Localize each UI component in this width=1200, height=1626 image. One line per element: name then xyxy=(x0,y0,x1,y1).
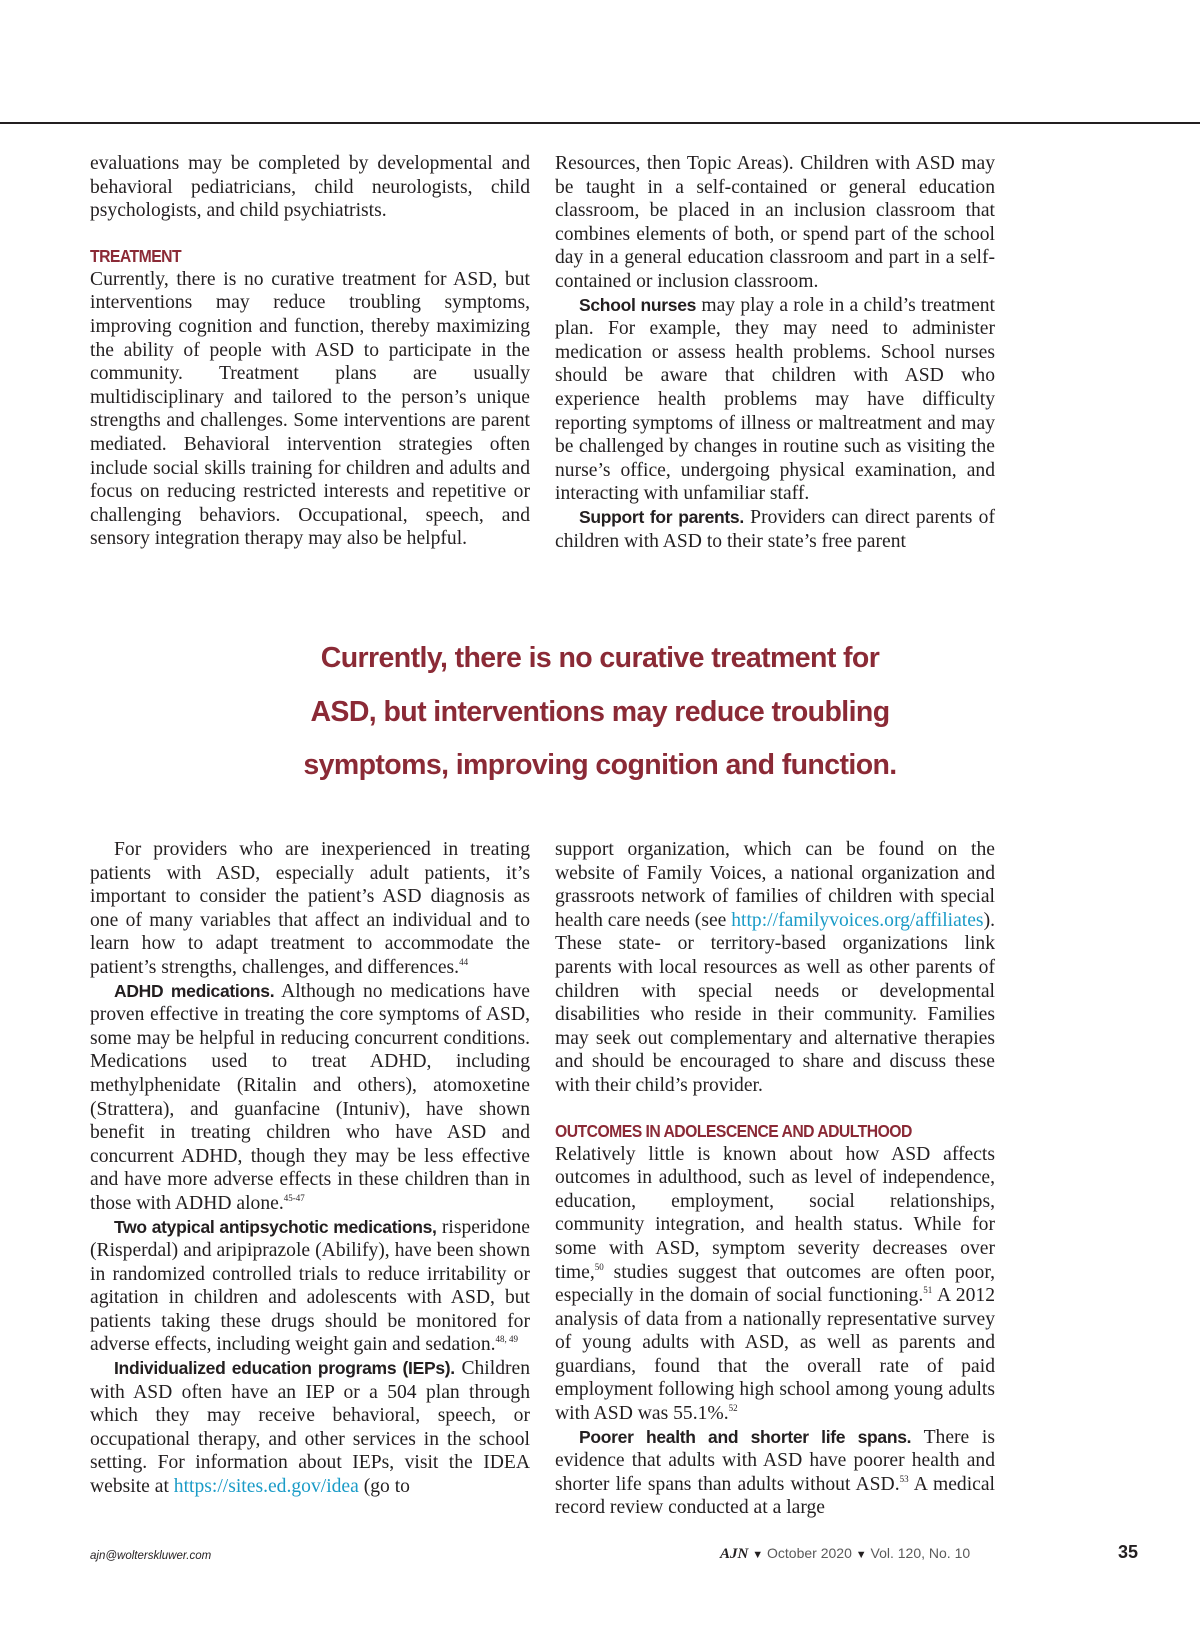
paragraph: Currently, there is no curative treatment for ASD, but interventions may reduce troubling symptoms, improving cognition and function, thereby maximizing the ability of people with ASD to participate in the community. Treatment plans are usually multidisciplinary and tailored to the person’s unique strengths and challenges. Some interventions are parent mediated. Behavioral intervention strategies often include social skills training for children and adults and focus on reducing restricted interests and repetitive or challenging behaviors. Occupational, speech, and sensory integration therapy may also be helpful. xyxy=(90,268,530,550)
page-number: 35 xyxy=(1118,1542,1139,1562)
paragraph xyxy=(555,506,995,553)
footer-journal-info xyxy=(720,1545,970,1563)
paragraph xyxy=(555,838,995,1098)
run-in-heading: ADHD medications. xyxy=(114,980,275,1001)
volume-info: Vol. 120, No. 10 xyxy=(870,1545,971,1561)
triangle-icon: ▼ xyxy=(855,1549,867,1561)
reference-superscript: 53 xyxy=(899,1473,909,1484)
section-heading-treatment: TREATMENT xyxy=(90,245,182,266)
column-1-top xyxy=(90,152,530,551)
paragraph-text: support organization, which can be found on the website of Family Voices, a national organization and grassroots network of families of children with special health care needs (see xyxy=(555,839,995,931)
paragraph-text: Providers can direct parents of children with ASD to their state’s free parent xyxy=(555,506,995,552)
paragraph xyxy=(555,1426,995,1520)
column-2-top xyxy=(555,152,995,553)
run-in-heading: Two atypical antipsychotic medications, xyxy=(114,1216,437,1237)
header-rule xyxy=(0,122,1200,124)
reference-superscript: 45-47 xyxy=(283,1192,305,1203)
column-2-bottom xyxy=(555,838,995,1520)
issue-date: October 2020 xyxy=(767,1545,852,1561)
pull-quote-line: symptoms, improving cognition and function. xyxy=(303,749,897,781)
family-voices-link[interactable]: http://familyvoices.org/affiliates xyxy=(731,909,984,931)
pull-quote xyxy=(180,632,1020,793)
paragraph xyxy=(90,980,530,1216)
idea-website-link[interactable]: https://sites.ed.gov/idea xyxy=(173,1476,359,1498)
paragraph-text: There is evidence that adults with ASD have poorer health and shorter life spans than adults without ASD. xyxy=(555,1426,996,1495)
column-1-bottom xyxy=(90,838,530,1499)
reference-superscript: 44 xyxy=(459,956,469,967)
paragraph-text: Children with ASD often have an IEP or a 504 plan through which they may receive behavioral, speech, or occupational therapy, and other services in the school setting. For information about IEPs, visit the IDEA website at xyxy=(90,1358,531,1498)
reference-superscript: 51 xyxy=(923,1285,933,1296)
paragraph-text: studies suggest that outcomes are often poor, especially in the domain of social functioning. xyxy=(555,1261,995,1307)
paragraph-text: For providers who are inexperienced in treating patients with ASD, especially adult patients, it’s important to consider the patient’s ASD diagnosis as one of many variables that affect an individual and to learn how to adapt treatment to accommodate the patient’s strengths, challenges, and differences. xyxy=(90,839,530,978)
paragraph-text: may play a role in a child’s treatment plan. For example, they may need to administer medication or assess health problems. School nurses should be aware that children with ASD who experience health problems may have difficulty reporting symptoms of illness or maltreatment and may be challenged by changes in routine such as visiting the nurse’s office, undergoing physical examination, and interacting with unfamiliar staff. xyxy=(555,294,996,505)
paragraph xyxy=(90,1216,530,1358)
paragraph xyxy=(555,1143,995,1426)
reference-superscript: 52 xyxy=(728,1403,738,1414)
paragraph xyxy=(90,838,530,980)
pull-quote-line: Currently, there is no curative treatment for xyxy=(320,642,880,674)
journal-name: AJN xyxy=(720,1546,749,1562)
run-in-heading: Support for parents. xyxy=(579,506,744,527)
run-in-heading: Poorer health and shorter life spans. xyxy=(579,1426,912,1447)
triangle-icon: ▼ xyxy=(752,1549,764,1561)
paragraph: evaluations may be completed by developmental and behavioral pediatricians, child neurologists, child psychologists, and child psychiatrists. xyxy=(90,153,530,222)
paragraph-text: A 2012 analysis of data from a nationally representative survey of young adults with ASD, as well as parents and guardians, found that the overall rate of paid employment following high school among young adults with ASD was 55.1%. xyxy=(555,1285,995,1425)
paragraph-text: A medical record review conducted at a large xyxy=(555,1473,995,1519)
paragraph xyxy=(555,294,995,506)
paragraph xyxy=(90,1357,530,1499)
reference-superscript: 48, 49 xyxy=(495,1334,519,1345)
paragraph: Resources, then Topic Areas). Children with ASD may be taught in a self-contained or general education classroom, be placed in an inclusion classroom that combines elements of both, or spend part of the school day in a general education classroom and part in a self-contained or inclusion classroom. xyxy=(555,153,995,292)
run-in-heading: Individualized education programs (IEPs). xyxy=(114,1358,455,1379)
paragraph-text: risperidone (Risperdal) and aripiprazole (Abilify), have been shown in randomized controlled trials to reduce irritability or agitation in children and adolescents with ASD, but patients taking these drugs should be monitored for adverse effects, including weight gain and sedation. xyxy=(90,1216,530,1356)
paragraph-text: (go to xyxy=(358,1476,410,1498)
paragraph-text: ). These state- or territory-based organizations link parents with local resources as well as other parents of children with special needs or developmental disabilities who reside in their community. Families may seek out complementary and alternative therapies and should be encouraged to share and discuss these with their child’s provider. xyxy=(555,909,995,1096)
pull-quote-line: ASD, but interventions may reduce troubling xyxy=(310,695,890,728)
reference-superscript: 50 xyxy=(594,1261,604,1272)
run-in-heading: School nurses xyxy=(579,294,697,315)
section-heading-outcomes: OUTCOMES IN ADOLESCENCE AND ADULTHOOD xyxy=(555,1120,912,1141)
paragraph-text: Relatively little is known about how ASD affects outcomes in adulthood, such as level of independence, education, employment, social relationships, community integration, and health status. While for some with ASD, symptom severity decreases over time, xyxy=(555,1143,995,1283)
paragraph-text: Although no medications have proven effective in treating the core symptoms of ASD, some may be helpful in reducing concurrent conditions. Medications used to treat ADHD, including methylphenidate (Ritalin and others), atomoxetine (Strattera), and guanfacine (Intuniv), have shown benefit in treating children who have ASD and concurrent ADHD, though they may be less effective and have more adverse effects in these children than in those with ADHD alone. xyxy=(90,980,530,1214)
footer-email[interactable]: ajn@wolterskluwer.com xyxy=(90,1550,212,1562)
